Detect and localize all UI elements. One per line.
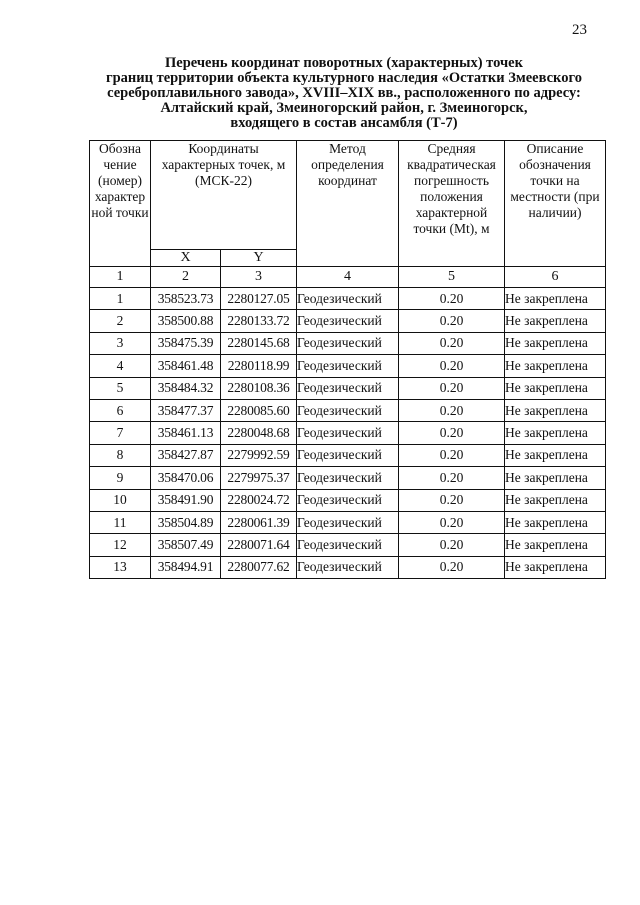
coord-x: 358461.13 — [151, 422, 221, 444]
description: Не закреплена — [505, 399, 606, 421]
column-number: 5 — [399, 267, 505, 288]
coordinates-table — [89, 140, 606, 579]
table-row — [90, 556, 606, 578]
coord-y: 2280118.99 — [221, 355, 297, 377]
method: Геодезический — [297, 422, 399, 444]
error: 0.20 — [399, 310, 505, 332]
coord-x: 358504.89 — [151, 511, 221, 533]
error: 0.20 — [399, 534, 505, 556]
coord-y: 2280061.39 — [221, 511, 297, 533]
coord-y: 2280071.64 — [221, 534, 297, 556]
table-row — [90, 534, 606, 556]
error: 0.20 — [399, 511, 505, 533]
header-error: Средняя квадратическая погрешность положения характерной точки (Mt), м — [399, 141, 505, 267]
coord-x: 358523.73 — [151, 288, 221, 310]
method: Геодезический — [297, 355, 399, 377]
table-row — [90, 467, 606, 489]
coord-x: 358475.39 — [151, 332, 221, 354]
description: Не закреплена — [505, 377, 606, 399]
method: Геодезический — [297, 534, 399, 556]
error: 0.20 — [399, 377, 505, 399]
point-number: 1 — [90, 288, 151, 310]
method: Геодезический — [297, 399, 399, 421]
coord-x: 358494.91 — [151, 556, 221, 578]
point-number: 5 — [90, 377, 151, 399]
description: Не закреплена — [505, 288, 606, 310]
coord-x: 358427.87 — [151, 444, 221, 466]
table-row — [90, 332, 606, 354]
point-number: 9 — [90, 467, 151, 489]
error: 0.20 — [399, 355, 505, 377]
header-y: Y — [221, 250, 297, 267]
description: Не закреплена — [505, 310, 606, 332]
table-row — [90, 377, 606, 399]
description: Не закреплена — [505, 511, 606, 533]
column-number: 1 — [90, 267, 151, 288]
table-row — [90, 489, 606, 511]
method: Геодезический — [297, 310, 399, 332]
error: 0.20 — [399, 288, 505, 310]
method: Геодезический — [297, 556, 399, 578]
header-description: Описание обозначения точки на местности (при наличии) — [505, 141, 606, 267]
document-title — [96, 56, 592, 131]
description: Не закреплена — [505, 556, 606, 578]
coord-x: 358477.37 — [151, 399, 221, 421]
table-row — [90, 288, 606, 310]
point-number: 11 — [90, 511, 151, 533]
method: Геодезический — [297, 489, 399, 511]
column-number: 2 — [151, 267, 221, 288]
method: Геодезический — [297, 511, 399, 533]
title-line: Алтайский край, Змеиногорский район, г. Змеиногорск, — [160, 100, 528, 116]
description: Не закреплена — [505, 422, 606, 444]
coord-x: 358500.88 — [151, 310, 221, 332]
column-number: 3 — [221, 267, 297, 288]
point-number: 13 — [90, 556, 151, 578]
table-row — [90, 355, 606, 377]
coord-y: 2280127.05 — [221, 288, 297, 310]
error: 0.20 — [399, 489, 505, 511]
description: Не закреплена — [505, 489, 606, 511]
method: Геодезический — [297, 288, 399, 310]
coord-y: 2280048.68 — [221, 422, 297, 444]
point-number: 4 — [90, 355, 151, 377]
coord-y: 2280085.60 — [221, 399, 297, 421]
point-number: 10 — [90, 489, 151, 511]
table-row — [90, 422, 606, 444]
method: Геодезический — [297, 467, 399, 489]
header-method: Метод определения координат — [297, 141, 399, 267]
error: 0.20 — [399, 422, 505, 444]
column-number: 6 — [505, 267, 606, 288]
method: Геодезический — [297, 444, 399, 466]
method: Геодезический — [297, 332, 399, 354]
title-line: входящего в состав ансамбля (Т-7) — [230, 115, 458, 131]
point-number: 3 — [90, 332, 151, 354]
title-line: сереброплавильного завода», XVIII–XIX вв., расположенного по адресу: — [107, 85, 581, 101]
point-number: 8 — [90, 444, 151, 466]
error: 0.20 — [399, 399, 505, 421]
coord-y: 2279975.37 — [221, 467, 297, 489]
title-line: границ территории объекта культурного наследия «Остатки Змеевского — [106, 70, 582, 86]
error: 0.20 — [399, 556, 505, 578]
description: Не закреплена — [505, 444, 606, 466]
coord-y: 2280133.72 — [221, 310, 297, 332]
header-point-number: Обозна чение (номер) характер ной точки — [90, 141, 151, 267]
table-row — [90, 511, 606, 533]
description: Не закреплена — [505, 332, 606, 354]
description: Не закреплена — [505, 534, 606, 556]
error: 0.20 — [399, 444, 505, 466]
method: Геодезический — [297, 377, 399, 399]
error: 0.20 — [399, 467, 505, 489]
header-x: X — [151, 250, 221, 267]
coord-x: 358507.49 — [151, 534, 221, 556]
coord-x: 358484.32 — [151, 377, 221, 399]
coord-y: 2279992.59 — [221, 444, 297, 466]
coord-x: 358470.06 — [151, 467, 221, 489]
column-number: 4 — [297, 267, 399, 288]
coord-x: 358491.90 — [151, 489, 221, 511]
point-number: 12 — [90, 534, 151, 556]
error: 0.20 — [399, 332, 505, 354]
coord-y: 2280024.72 — [221, 489, 297, 511]
coord-x: 358461.48 — [151, 355, 221, 377]
point-number: 6 — [90, 399, 151, 421]
page-number: 23 — [572, 22, 587, 38]
title-line: Перечень координат поворотных (характерных) точек — [165, 55, 523, 71]
coord-y: 2280108.36 — [221, 377, 297, 399]
table-row — [90, 310, 606, 332]
point-number: 7 — [90, 422, 151, 444]
description: Не закреплена — [505, 355, 606, 377]
point-number: 2 — [90, 310, 151, 332]
coord-y: 2280077.62 — [221, 556, 297, 578]
description: Не закреплена — [505, 467, 606, 489]
table-row — [90, 444, 606, 466]
coord-y: 2280145.68 — [221, 332, 297, 354]
header-coordinates: Координаты характерных точек, м (МСК-22) — [151, 141, 297, 250]
table-row — [90, 399, 606, 421]
